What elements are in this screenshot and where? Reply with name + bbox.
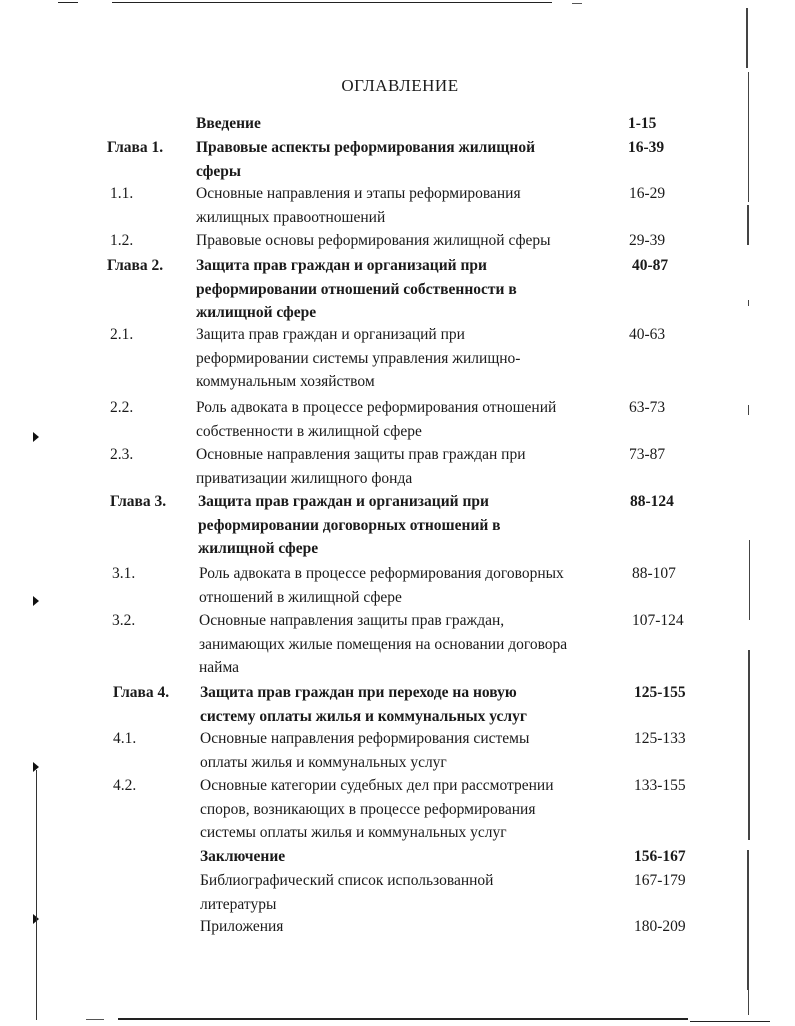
toc-entry-title <box>200 727 630 774</box>
toc-entry <box>0 136 795 183</box>
toc-entry-number: 2.2. <box>110 399 134 416</box>
toc-entry <box>0 609 795 680</box>
toc-entry-pages: 40-63 <box>629 326 666 343</box>
top-right-scan-mark <box>572 3 582 4</box>
toc-entry-title-line: Роль адвоката в процессе реформирования отношений <box>196 399 557 416</box>
toc-entry-title <box>200 774 630 845</box>
toc-entry-title-line: Правовые основы реформирования жилищной сферы <box>196 232 551 249</box>
toc-entry-title-line: Правовые аспекты реформирования жилищной <box>196 139 536 156</box>
toc-entry-pages: 125-155 <box>634 684 686 701</box>
toc-entry-title-line: Защита прав граждан и организаций при <box>196 326 465 343</box>
toc-entry <box>0 915 795 939</box>
toc-entry-title <box>200 845 630 869</box>
toc-entry-title-line: реформировании системы управления жилищно- <box>196 349 521 367</box>
top-scan-line <box>112 2 552 3</box>
toc-entry-pages: 29-39 <box>629 232 666 249</box>
top-left-scan-mark <box>58 2 78 3</box>
toc-entry-title-line: Основные направления и этапы реформирования <box>196 185 521 202</box>
toc-entry-pages: 1-15 <box>628 115 657 132</box>
toc-entry-title-line: Приложения <box>200 918 284 935</box>
toc-entry <box>0 254 795 325</box>
page-title: ОГЛАВЛЕНИЕ <box>341 76 459 95</box>
toc-entry-pages: 63-73 <box>629 399 666 416</box>
toc-entry-pages: 125-133 <box>634 730 686 747</box>
toc-entry-title-line: жилищной сфере <box>198 540 319 557</box>
toc-entry-title-line: Основные направления реформирования системы <box>200 730 530 747</box>
toc-entry-title-line: жилищной сфере <box>196 304 317 321</box>
toc-entry-number: 2.1. <box>110 326 134 343</box>
toc-entry <box>0 182 795 229</box>
toc-entry <box>0 681 795 728</box>
toc-entry-number: Глава 2. <box>107 257 164 274</box>
bottom-left-scan-mark <box>86 1019 104 1020</box>
toc-entry <box>0 323 795 394</box>
toc-entry-pages: 180-209 <box>634 918 686 935</box>
toc-entry-title <box>196 254 626 325</box>
toc-entry-title <box>196 182 626 229</box>
toc-entry-title <box>196 229 626 253</box>
toc-entry-pages: 16-29 <box>629 185 666 202</box>
toc-entry <box>0 845 795 869</box>
toc-entry-title-line: системы оплаты жилья и коммунальных услуг <box>200 824 507 841</box>
toc-entry-title <box>199 609 629 680</box>
toc-entry <box>0 727 795 774</box>
toc-entry-number: Глава 4. <box>113 684 170 701</box>
toc-entry-pages: 40-87 <box>632 257 669 274</box>
toc-entry-number: 4.1. <box>113 730 137 747</box>
toc-entry-pages: 88-124 <box>630 493 674 510</box>
toc-entry-number: 2.3. <box>110 446 134 463</box>
toc-entry-title <box>196 112 626 136</box>
toc-entry-title-line: сферы <box>196 162 242 180</box>
toc-entry-title <box>199 562 629 609</box>
toc-entry-number: 3.2. <box>112 612 136 629</box>
toc-entry-title-line: отношений в жилищной сфере <box>199 588 402 606</box>
toc-entry-title-line: Основные направления защиты прав граждан, <box>199 612 505 629</box>
toc-entry <box>0 112 795 136</box>
toc-entry-title-line: оплаты жилья и коммунальных услуг <box>200 753 447 771</box>
toc-entry-number: 1.2. <box>110 232 134 249</box>
toc-entry-title-line: Библиографический список использованной <box>200 872 494 889</box>
toc-entry-number: Глава 3. <box>110 493 167 510</box>
toc-entry-title-line: коммунальным хозяйством <box>196 373 375 390</box>
toc-entry <box>0 396 795 443</box>
toc-entry-title-line: Роль адвоката в процессе реформирования договорных <box>199 565 564 582</box>
toc-entry-title-line: найма <box>199 659 240 676</box>
toc-entry <box>0 229 795 253</box>
toc-entry <box>0 443 795 490</box>
toc-entry-pages: 167-179 <box>634 872 686 889</box>
toc-entry-title-line: занимающих жилые помещения на основании договора <box>199 635 568 653</box>
toc-entry-pages: 133-155 <box>634 777 686 794</box>
toc-entry-number: 4.2. <box>113 777 137 794</box>
toc-entry-title <box>196 396 626 443</box>
toc-entry-title-line: приватизации жилищного фонда <box>196 469 413 487</box>
toc-entry-title <box>196 136 626 183</box>
toc-entry-title-line: Защита прав граждан и организаций при <box>198 493 489 510</box>
toc-entry-title-line: Основные категории судебных дел при рассмотрении <box>200 777 554 794</box>
toc-entry-title-line: Защита прав граждан при переходе на новую <box>200 684 517 701</box>
toc-entry-title-line: Основные направления защиты прав граждан при <box>196 446 526 463</box>
toc-entry-title-line: споров, возникающих в процессе реформирования <box>200 800 536 818</box>
toc-entry-title-line: литературы <box>200 895 277 913</box>
toc-entry-title-line: Введение <box>196 115 261 132</box>
toc-entry-title <box>196 443 626 490</box>
toc-entry-pages: 107-124 <box>632 612 684 629</box>
toc-entry-number: 3.1. <box>112 565 136 582</box>
toc-entry-pages: 16-39 <box>628 139 665 156</box>
toc-entry-title-line: реформировании договорных отношений в <box>198 516 501 534</box>
toc-entry-title <box>198 490 628 561</box>
toc-entry-title-line: Заключение <box>200 848 286 865</box>
toc-entry-pages: 156-167 <box>634 848 686 865</box>
toc-entry <box>0 869 795 916</box>
toc-entry-title <box>196 323 626 394</box>
toc-entry-number: Глава 1. <box>107 139 164 156</box>
toc-entry-title <box>200 915 630 939</box>
toc-entry-title-line: реформировании отношений собственности в <box>196 280 517 298</box>
toc-entry <box>0 774 795 845</box>
toc-entry <box>0 562 795 609</box>
toc-entry-number: 1.1. <box>110 185 134 202</box>
bottom-scan-line-2 <box>690 1021 770 1022</box>
bottom-scan-line <box>118 1018 688 1020</box>
toc-entry-title-line: жилищных правоотношений <box>196 208 386 226</box>
toc-entry-title-line: систему оплаты жилья и коммунальных услуг <box>200 707 527 725</box>
toc-entry-title-line: Защита прав граждан и организаций при <box>196 257 487 274</box>
toc-entry-title-line: собственности в жилищной сфере <box>196 422 422 440</box>
toc-entry-pages: 73-87 <box>629 446 666 463</box>
toc-entry-pages: 88-107 <box>632 565 676 582</box>
toc-entry <box>0 490 795 561</box>
toc-entry-title <box>200 681 630 728</box>
toc-entry-title <box>200 869 630 916</box>
